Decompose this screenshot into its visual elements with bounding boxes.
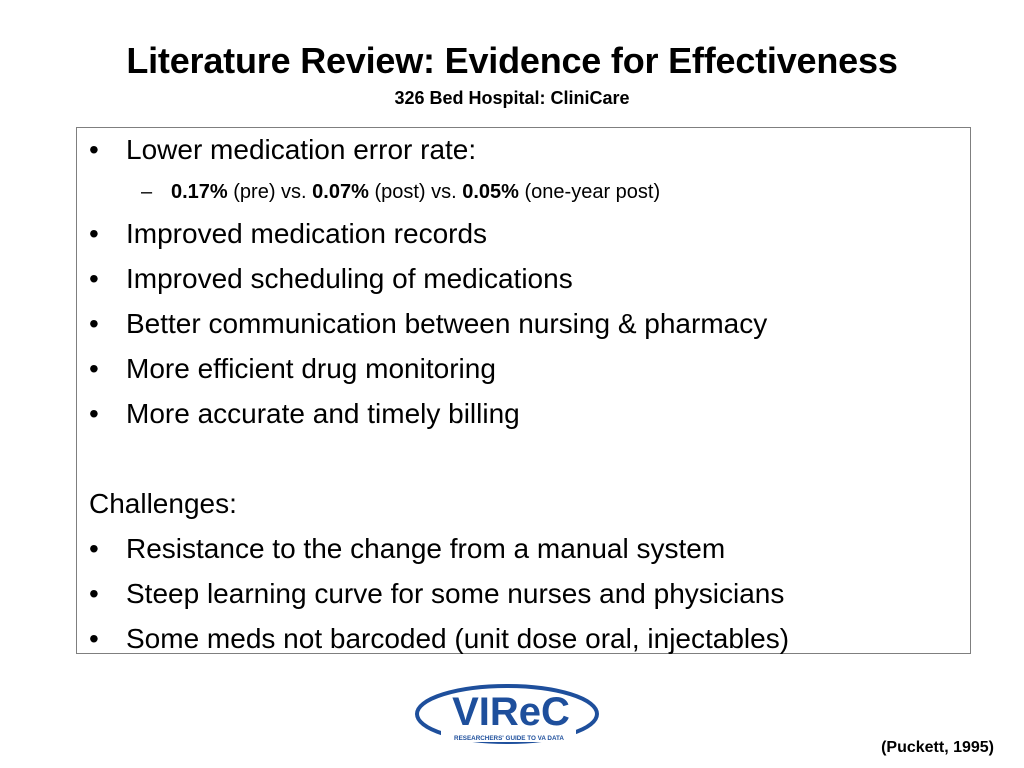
virec-logo [411,678,611,748]
logo-text: VIReC [452,690,570,734]
bullet-icon: • [89,218,99,249]
dash-icon: – [141,181,153,203]
bullet-label: More accurate and timely billing [126,398,520,429]
challenge-label: Resistance to the change from a manual system [126,533,726,564]
bullet-label: Better communication between nursing & pharmacy [126,308,768,339]
citation: (Puckett, 1995) [881,739,994,756]
bullet-label: More efficient drug monitoring [126,353,496,384]
bullet-icon: • [89,308,99,339]
bullet-label: Improved medication records [126,218,488,249]
bullet-icon: • [89,353,99,384]
bullet-label: Lower medication error rate: [126,134,477,165]
pre-value: 0.17% [171,181,228,203]
slide-title: Literature Review: Evidence for Effectiveness [126,40,898,81]
error-rate-detail [171,179,660,205]
challenges-heading-label: Challenges: [89,488,237,519]
bullet-icon: • [89,263,99,294]
bullet-icon: • [89,398,99,429]
bullet-icon: • [89,623,99,654]
post-value: 0.07% [312,181,369,203]
slide-subtitle: 326 Bed Hospital: CliniCare [394,88,630,108]
challenge-label: Steep learning curve for some nurses and physicians [126,578,785,609]
one-year-label: (one-year post) [518,181,661,203]
content-box [76,127,971,654]
post-label: (post) vs. [368,181,463,203]
logo-tagline: RESEARCHERS' GUIDE TO VA DATA [454,735,564,742]
bullet-icon: • [89,578,99,609]
bullet-icon: • [89,533,99,564]
bullet-icon: • [89,134,99,165]
one-year-value: 0.05% [462,181,519,203]
pre-label: (pre) vs. [227,181,313,203]
challenge-label: Some meds not barcoded (unit dose oral, injectables) [126,623,790,654]
bullet-label: Improved scheduling of medications [126,263,573,294]
